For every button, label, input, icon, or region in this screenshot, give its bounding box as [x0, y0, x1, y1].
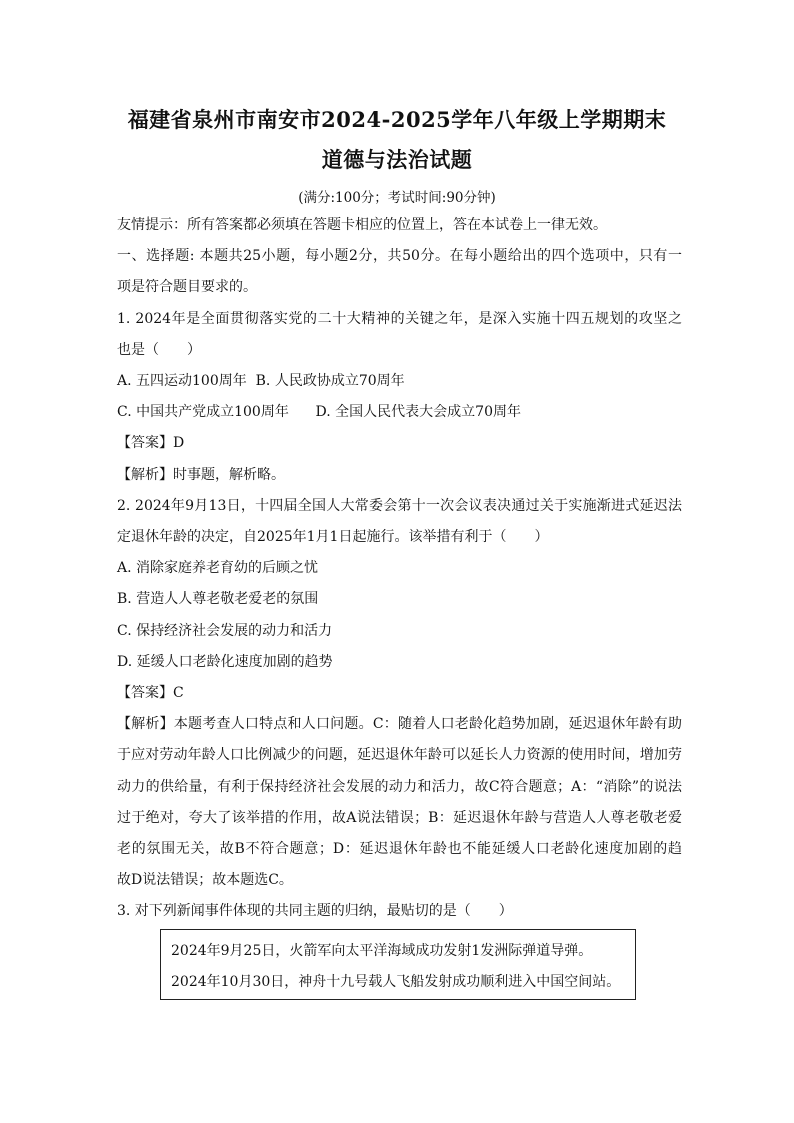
- q2-stem-line2: 定退休年龄的决定，自2025年1月1日起施行。该举措有利于（ ）: [117, 528, 549, 545]
- q1-stem-line1: 1. 2024年是全面贯彻落实党的二十大精神的关键之年，是深入实施十四五规划的攻坚之: [117, 310, 682, 327]
- q1-analysis: 【解析】时事题，解析略。: [117, 466, 285, 483]
- q2-analysis-line6: 故D说法错误；故本题选C。: [117, 872, 293, 889]
- q1-answer: 【答案】D: [117, 435, 185, 452]
- q2-option-b: B. 营造人人尊老敬老爱老的氛围: [117, 591, 319, 608]
- q3-news-item-2: 2024年10月30日，神舟十九号载人飞船发射成功顺利进入中国空间站。: [171, 974, 621, 990]
- q2-analysis-line4: 过于绝对，夸大了该举措的作用，故A说法错误；B：延迟退休年龄与营造人人尊老敬老爱: [117, 809, 682, 826]
- q2-analysis-line1: 【解析】本题考查人口特点和人口问题。C：随着人口老龄化趋势加剧，延迟退休年龄有助: [117, 716, 682, 733]
- q2-analysis-line2: 于应对劳动年龄人口比例减少的问题，延迟退休年龄可以延长人力资源的使用时间，增加劳: [117, 747, 682, 764]
- q3-stem: 3. 对下列新闻事件体现的共同主题的归纳，最贴切的是（ ）: [117, 903, 513, 920]
- q2-option-a: A. 消除家庭养老育幼的后顾之忧: [117, 560, 319, 577]
- q1-options-ab: A. 五四运动100周年 B. 人民政协成立70周年: [117, 372, 405, 389]
- q2-option-d: D. 延缓人口老龄化速度加剧的趋势: [117, 653, 333, 670]
- q2-stem-line1: 2. 2024年9月13日，十四届全国人大常委会第十一次会议表决通过关于实施渐进式延迟法: [117, 497, 682, 514]
- q1-stem-line2: 也是（ ）: [117, 341, 201, 358]
- q2-analysis-line3: 动力的供给量，有利于保持经济社会发展的动力和活力，故C符合题意；A：“消除”的说法: [117, 778, 682, 795]
- q2-option-c: C. 保持经济社会发展的动力和活力: [117, 622, 333, 639]
- q1-options-cd: C. 中国共产党成立100周年 D. 全国人民代表大会成立70周年: [117, 404, 521, 421]
- section-instruction-line1: 一、选择题: 本题共25小题，每小题2分，共50分。在每小题给出的四个选项中，只有一: [117, 248, 682, 265]
- q2-analysis-line5: 老的氛围无关，故B不符合题意；D：延迟退休年龄也不能延缓人口老龄化速度加剧的趋: [117, 840, 682, 857]
- exam-score-time-info: (满分:100分；考试时间:90分钟): [298, 190, 496, 206]
- exam-body: [117, 210, 682, 928]
- q3-news-item-1: 2024年9月25日，火箭军向太平洋海域成功发射1发洲际弹道导弹。: [171, 943, 593, 959]
- q2-answer: 【答案】C: [117, 685, 184, 701]
- q3-news-box: [160, 929, 636, 1000]
- friendly-tip: 友情提示：所有答案都必须填在答题卡相应的位置上，答在本试卷上一律无效。: [117, 217, 607, 233]
- section-instruction-line2: 项是符合题目要求的。: [117, 279, 257, 296]
- exam-title-line1: 福建省泉州市南安市2024-2025学年八年级上学期期末: [127, 107, 667, 132]
- exam-title-line2: 道德与法治试题: [321, 147, 473, 172]
